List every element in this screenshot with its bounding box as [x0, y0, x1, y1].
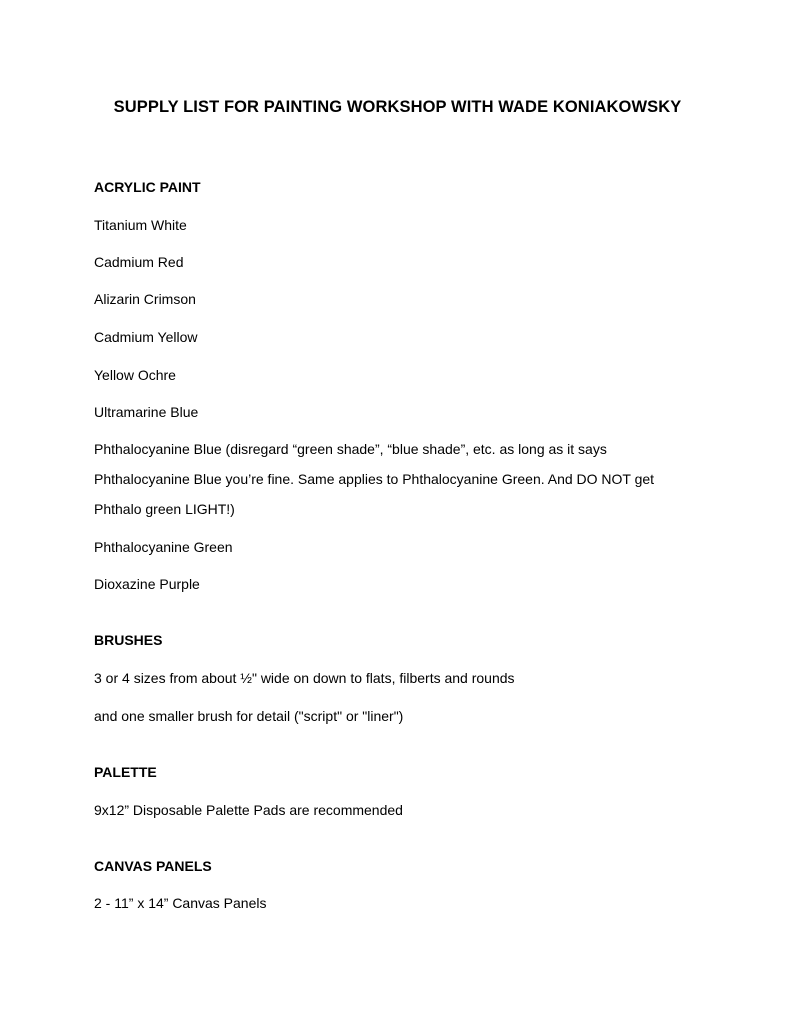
list-item: Dioxazine Purple: [94, 576, 200, 592]
list-item: Cadmium Yellow: [94, 329, 198, 345]
list-item-note: Phthalocyanine Blue (disregard “green shade”, “blue shade”, etc. as long as it says Phthalocyanine Blue you’re fine. Same applies to Phthalocyanine Green. And DO NOT get Phthalo green LIGHT!): [94, 441, 655, 517]
list-item: Cadmium Red: [94, 254, 184, 270]
list-item: Yellow Ochre: [94, 367, 176, 383]
list-item: Ultramarine Blue: [94, 404, 199, 420]
list-item: Titanium White: [94, 217, 187, 233]
section-heading-acrylic-paint: ACRYLIC PAINT: [94, 179, 201, 195]
section-heading-canvas-panels: CANVAS PANELS: [94, 858, 212, 874]
list-item: 9x12” Disposable Palette Pads are recommended: [94, 802, 403, 818]
list-item: 3 or 4 sizes from about ½" wide on down to flats, filberts and rounds: [94, 670, 515, 686]
section-heading-palette: PALETTE: [94, 764, 157, 780]
list-item: 2 - 11” x 14” Canvas Panels: [94, 895, 267, 911]
section-heading-brushes: BRUSHES: [94, 632, 163, 648]
page-title: SUPPLY LIST FOR PAINTING WORKSHOP WITH WADE KONIAKOWSKY: [113, 98, 682, 116]
list-item: Alizarin Crimson: [94, 291, 196, 307]
list-item: Phthalocyanine Green: [94, 539, 233, 555]
list-item: and one smaller brush for detail ("script" or "liner"): [94, 708, 404, 724]
